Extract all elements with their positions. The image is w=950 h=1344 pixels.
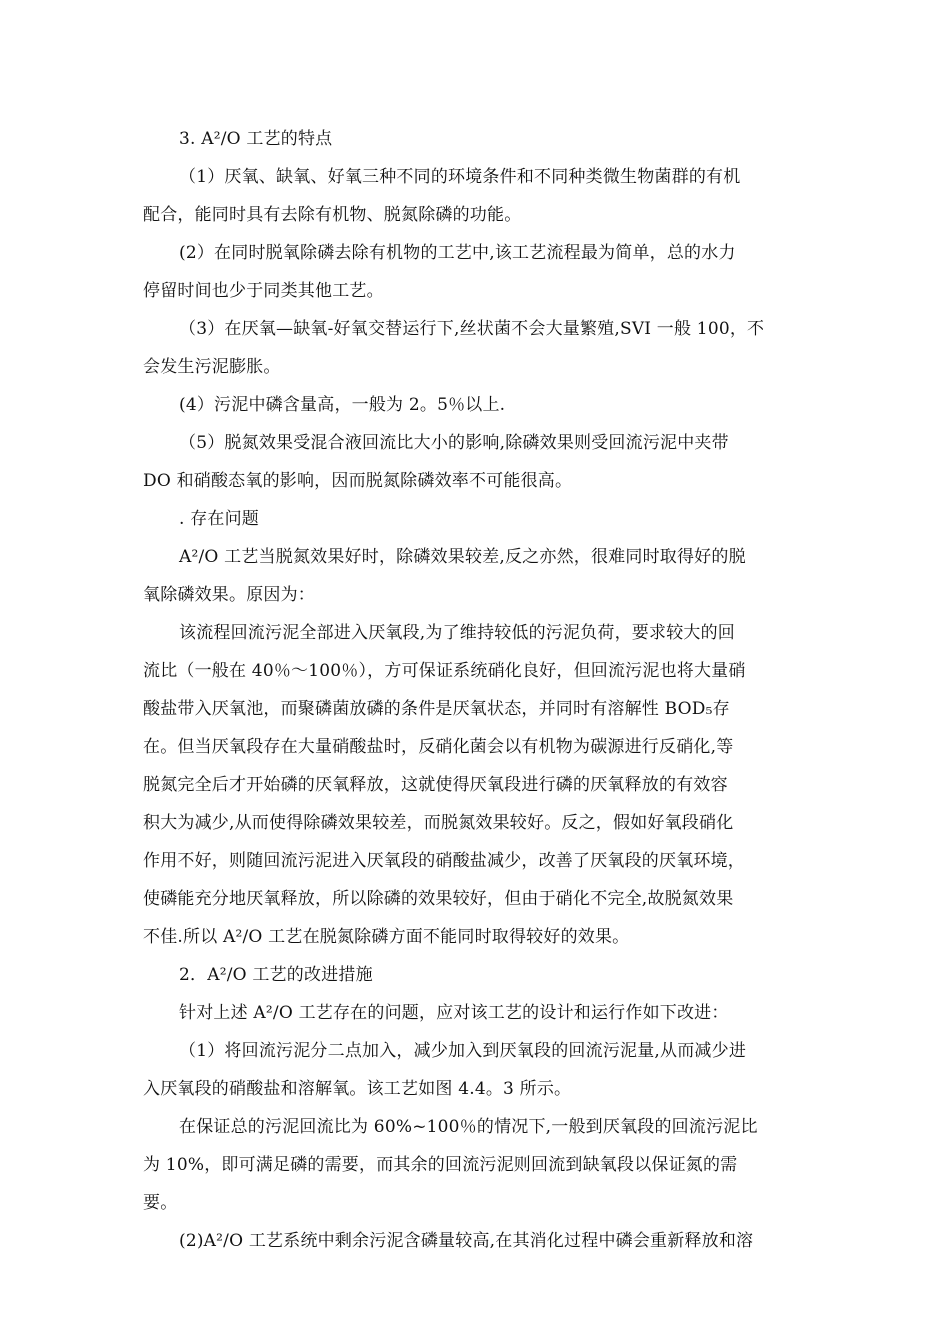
paragraph-line: 氧除磷效果。原因为： — [143, 585, 315, 605]
paragraph-line: 停留时间也少于同类其他工艺。 — [143, 281, 384, 301]
paragraph-line: A²/O 工艺当脱氮效果好时，除磷效果较差,反之亦然，很难同时取得好的脱 — [179, 547, 746, 567]
paragraph-line: DO 和硝酸态氧的影响，因而脱氮除磷效率不可能很高。 — [143, 471, 573, 491]
paragraph-line: 在保证总的污泥回流比为 60%~100％的情况下,一般到厌氧段的回流污泥比 — [179, 1117, 758, 1137]
paragraph-line: 在。但当厌氧段存在大量硝酸盐时，反硝化菌会以有机物为碳源进行反硝化,等 — [143, 737, 734, 757]
paragraph-line: (2)A²/O 工艺系统中剩余污泥含磷量较高,在其消化过程中磷会重新释放和溶 — [179, 1231, 754, 1251]
section-heading-problems: . 存在问题 — [179, 509, 260, 529]
paragraph-line: (4）污泥中磷含量高，一般为 2。5％以上. — [179, 395, 506, 415]
paragraph-line: 使磷能充分地厌氧释放，所以除磷的效果较好，但由于硝化不完全,故脱氮效果 — [143, 889, 734, 909]
section-heading-features: 3. A²/O 工艺的特点 — [179, 129, 333, 149]
paragraph-line: 酸盐带入厌氧池，而聚磷菌放磷的条件是厌氧状态，并同时有溶解性 BOD₅存 — [143, 699, 730, 719]
paragraph-line: 针对上述 A²/O 工艺存在的问题，应对该工艺的设计和运行作如下改进： — [179, 1003, 729, 1023]
paragraph-line: 不佳.所以 A²/O 工艺在脱氮除磷方面不能同时取得较好的效果。 — [143, 927, 630, 947]
paragraph-line: （5）脱氮效果受混合液回流比大小的影响,除磷效果则受回流污泥中夹带 — [179, 433, 729, 453]
paragraph-line: 该流程回流污泥全部进入厌氧段,为了维持较低的污泥负荷，要求较大的回 — [179, 623, 736, 643]
paragraph-line: (2）在同时脱氧除磷去除有机物的工艺中,该工艺流程最为简单，总的水力 — [179, 243, 736, 263]
section-heading-improvements: 2．A²/O 工艺的改进措施 — [179, 965, 373, 985]
paragraph-line: 作用不好，则随回流污泥进入厌氧段的硝酸盐减少，改善了厌氧段的厌氧环境， — [143, 851, 745, 871]
paragraph-line: 入厌氧段的硝酸盐和溶解氧。该工艺如图 4.4。3 所示。 — [143, 1079, 572, 1099]
paragraph-line: 配合，能同时具有去除有机物、脱氮除磷的功能。 — [143, 205, 522, 225]
paragraph-line: 会发生污泥膨胀。 — [143, 357, 281, 377]
paragraph-line: （1）将回流污泥分二点加入，减少加入到厌氧段的回流污泥量,从而减少进 — [179, 1041, 747, 1061]
paragraph-line: （1）厌氧、缺氧、好氧三种不同的环境条件和不同种类微生物菌群的有机 — [179, 167, 741, 187]
document-body — [143, 120, 807, 1260]
paragraph-line: 脱氮完全后才开始磷的厌氧释放，这就使得厌氧段进行磷的厌氧释放的有效容 — [143, 775, 728, 795]
paragraph-line: 积大为减少,从而使得除磷效果较差，而脱氮效果较好。反之，假如好氧段硝化 — [143, 813, 734, 833]
paragraph-line: 为 10%，即可满足磷的需要，而其余的回流污泥则回流到缺氧段以保证氮的需 — [143, 1155, 738, 1175]
paragraph-line: 流比（一般在 40％～100％），方可保证系统硝化良好，但回流污泥也将大量硝 — [143, 661, 746, 681]
paragraph-line: （3）在厌氧—缺氧-好氧交替运行下,丝状菌不会大量繁殖,SVI 一般 100，不 — [179, 319, 765, 339]
paragraph-line: 要。 — [143, 1193, 178, 1213]
